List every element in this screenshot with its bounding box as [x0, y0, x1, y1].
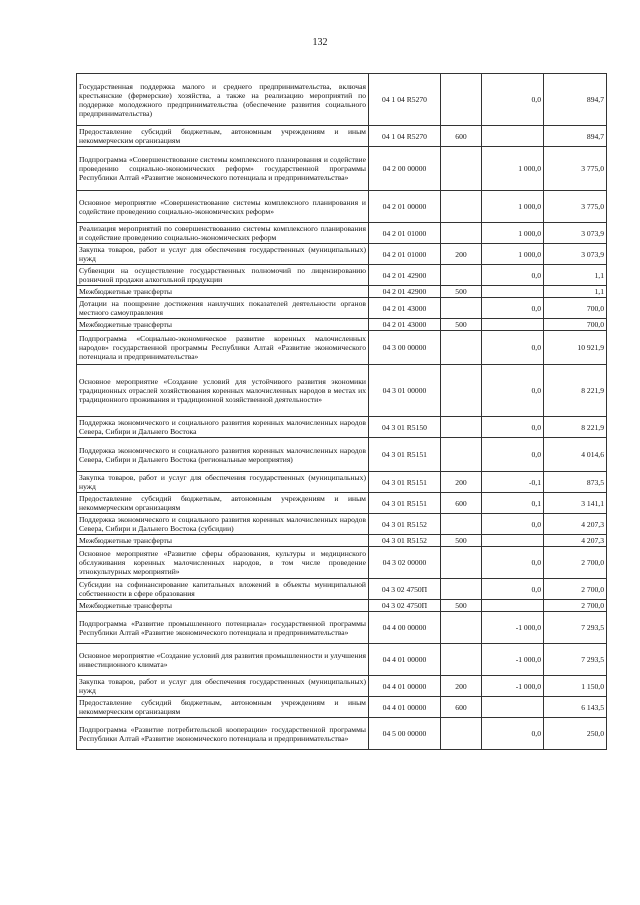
- row-code: 04 2 01 42900: [369, 286, 441, 298]
- row-total: 700,0: [544, 319, 607, 331]
- row-change: 0,0: [482, 417, 544, 438]
- row-name: Субсидии на софинансирование капитальных вложений в объекты муниципальной собственности в сфере образования: [77, 579, 369, 600]
- row-name: Субвенции на осуществление государственных полномочий по лицензированию розничной продажи алкогольной продукции: [77, 265, 369, 286]
- row-type: 500: [441, 535, 482, 547]
- row-type: 500: [441, 286, 482, 298]
- row-change: -1 000,0: [482, 644, 544, 676]
- table-row: [77, 600, 607, 612]
- row-total: 250,0: [544, 718, 607, 750]
- row-type: [441, 223, 482, 244]
- row-total: 8 221,9: [544, 365, 607, 417]
- row-name: Дотации на поощрение достижения наилучших показателей деятельности органов местного самоуправления: [77, 298, 369, 319]
- table-row: [77, 223, 607, 244]
- row-total: 3 073,9: [544, 223, 607, 244]
- row-name: Государственная поддержка малого и среднего предпринимательства, включая крестьянские (фермерские) хозяйства, а также на реализацию мероприятий по поддержке молодежного предпринимательства (обеспечение развития социального предпринимательства): [77, 74, 369, 126]
- table-row: [77, 718, 607, 750]
- table-row: [77, 319, 607, 331]
- row-type: [441, 265, 482, 286]
- table-row: [77, 244, 607, 265]
- row-name: Основное мероприятие «Создание условий для развития промышленности и улучшения инвестиционного климата»: [77, 644, 369, 676]
- row-name: Предоставление субсидий бюджетным, автономным учреждениям и иным некоммерческим организациям: [77, 493, 369, 514]
- row-code: 04 2 01 43000: [369, 298, 441, 319]
- row-total: 6 143,5: [544, 697, 607, 718]
- row-total: 1,1: [544, 265, 607, 286]
- row-code: 04 4 00 00000: [369, 612, 441, 644]
- row-name: Основное мероприятие «Развитие сферы образования, культуры и медицинского обслуживания коренных малочисленных народов, в том числе проведение этнокультурных мероприятий»: [77, 547, 369, 579]
- row-change: 1 000,0: [482, 147, 544, 191]
- row-total: 4 207,3: [544, 514, 607, 535]
- row-type: 200: [441, 244, 482, 265]
- row-name: Реализация мероприятий по совершенствованию системы комплексного планирования и содействие проведению социально-экономических реформ: [77, 223, 369, 244]
- table-row: [77, 298, 607, 319]
- row-code: 04 3 01 R5151: [369, 472, 441, 493]
- row-change: 1 000,0: [482, 223, 544, 244]
- row-total: 894,7: [544, 126, 607, 147]
- row-total: 7 293,5: [544, 644, 607, 676]
- row-total: 873,5: [544, 472, 607, 493]
- row-change: 0,0: [482, 514, 544, 535]
- row-type: 500: [441, 600, 482, 612]
- row-code: 04 2 01 01000: [369, 244, 441, 265]
- row-total: 1,1: [544, 286, 607, 298]
- row-type: [441, 612, 482, 644]
- row-type: [441, 514, 482, 535]
- row-type: 600: [441, 493, 482, 514]
- row-total: 1 150,0: [544, 676, 607, 697]
- row-code: 04 2 01 42900: [369, 265, 441, 286]
- row-type: [441, 438, 482, 472]
- row-total: 2 700,0: [544, 579, 607, 600]
- row-change: 0,0: [482, 265, 544, 286]
- budget-table-body: [77, 74, 607, 750]
- row-total: 3 775,0: [544, 147, 607, 191]
- row-change: 1 000,0: [482, 244, 544, 265]
- table-row: [77, 535, 607, 547]
- row-type: 600: [441, 126, 482, 147]
- row-code: 04 3 00 00000: [369, 331, 441, 365]
- table-row: [77, 547, 607, 579]
- row-type: 200: [441, 676, 482, 697]
- row-total: 4 014,6: [544, 438, 607, 472]
- row-change: 1 000,0: [482, 191, 544, 223]
- row-name: Основное мероприятие «Создание условий для устойчивого развития экономики традиционных отраслей хозяйствования коренных малочисленных народов в местах их традиционного проживания и традиционной хозяйственной деятельности»: [77, 365, 369, 417]
- row-total: 2 700,0: [544, 600, 607, 612]
- table-row: [77, 676, 607, 697]
- row-code: 04 2 01 01000: [369, 223, 441, 244]
- row-change: [482, 600, 544, 612]
- row-change: 0,0: [482, 579, 544, 600]
- row-type: 500: [441, 319, 482, 331]
- row-type: [441, 331, 482, 365]
- row-change: [482, 319, 544, 331]
- row-code: 04 4 01 00000: [369, 697, 441, 718]
- row-type: [441, 365, 482, 417]
- row-change: 0,1: [482, 493, 544, 514]
- row-code: 04 4 01 00000: [369, 676, 441, 697]
- row-type: [441, 417, 482, 438]
- row-name: Поддержка экономического и социального развития коренных малочисленных народов Севера, Сибири и Дальнего Востока (региональные мероприятия): [77, 438, 369, 472]
- row-code: 04 1 04 R5270: [369, 126, 441, 147]
- row-type: [441, 547, 482, 579]
- row-total: 3 775,0: [544, 191, 607, 223]
- row-name: Подпрограмма «Развитие потребительской кооперации» государственной программы Республики Алтай «Развитие экономического потенциала и предпринимательства»: [77, 718, 369, 750]
- row-type: [441, 74, 482, 126]
- row-code: 04 4 01 00000: [369, 644, 441, 676]
- row-total: 7 293,5: [544, 612, 607, 644]
- table-row: [77, 644, 607, 676]
- table-row: [77, 286, 607, 298]
- row-name: Предоставление субсидий бюджетным, автономным учреждениям и иным некоммерческим организациям: [77, 126, 369, 147]
- row-name: Закупка товаров, работ и услуг для обеспечения государственных (муниципальных) нужд: [77, 676, 369, 697]
- table-row: [77, 472, 607, 493]
- row-code: 04 3 01 R5151: [369, 438, 441, 472]
- table-row: [77, 612, 607, 644]
- row-change: 0,0: [482, 547, 544, 579]
- row-code: 04 3 01 R5152: [369, 514, 441, 535]
- row-total: 3 141,1: [544, 493, 607, 514]
- table-row: [77, 365, 607, 417]
- page-number: 132: [312, 37, 328, 48]
- table-row: [77, 417, 607, 438]
- row-type: [441, 579, 482, 600]
- table-row: [77, 579, 607, 600]
- row-total: 10 921,9: [544, 331, 607, 365]
- table-row: [77, 514, 607, 535]
- row-code: 04 3 01 R5152: [369, 535, 441, 547]
- row-code: 04 3 01 R5151: [369, 493, 441, 514]
- row-type: 200: [441, 472, 482, 493]
- row-change: -1 000,0: [482, 676, 544, 697]
- row-name: Подпрограмма «Социально-экономическое развитие коренных малочисленных народов» государственной программы Республики Алтай «Развитие экономического потенциала и предпринимательства»: [77, 331, 369, 365]
- row-name: Подпрограмма «Совершенствование системы комплексного планирования и содействие проведению социально-экономических реформ» государственной программы Республики Алтай «Развитие экономического потенциала и предпринимательства»: [77, 147, 369, 191]
- row-change: 0,0: [482, 718, 544, 750]
- row-total: 3 073,9: [544, 244, 607, 265]
- row-name: Подпрограмма «Развитие промышленного потенциала» государственной программы Республики Алтай «Развитие экономического потенциала и предпринимательства»: [77, 612, 369, 644]
- row-name: Межбюджетные трансферты: [77, 600, 369, 612]
- row-type: [441, 644, 482, 676]
- row-name: Межбюджетные трансферты: [77, 535, 369, 547]
- row-code: 04 2 00 00000: [369, 147, 441, 191]
- row-change: 0,0: [482, 331, 544, 365]
- row-total: 4 207,3: [544, 535, 607, 547]
- row-change: 0,0: [482, 74, 544, 126]
- table-row: [77, 74, 607, 126]
- budget-table: [76, 73, 607, 750]
- row-name: Предоставление субсидий бюджетным, автономным учреждениям и иным некоммерческим организациям: [77, 697, 369, 718]
- row-code: 04 3 02 4750П: [369, 579, 441, 600]
- row-code: 04 1 04 R5270: [369, 74, 441, 126]
- row-type: [441, 147, 482, 191]
- row-change: [482, 535, 544, 547]
- row-change: -0,1: [482, 472, 544, 493]
- row-name: Основное мероприятие «Совершенствование системы комплексного планирования и содействие проведению социально-экономических реформ»: [77, 191, 369, 223]
- row-change: 0,0: [482, 438, 544, 472]
- table-row: [77, 147, 607, 191]
- row-total: 894,7: [544, 74, 607, 126]
- table-row: [77, 697, 607, 718]
- row-total: 8 221,9: [544, 417, 607, 438]
- row-name: Закупка товаров, работ и услуг для обеспечения государственных (муниципальных) нужд: [77, 472, 369, 493]
- row-code: 04 2 01 00000: [369, 191, 441, 223]
- row-name: Межбюджетные трансферты: [77, 319, 369, 331]
- row-name: Поддержка экономического и социального развития коренных малочисленных народов Севера, Сибири и Дальнего Востока: [77, 417, 369, 438]
- row-change: [482, 126, 544, 147]
- row-change: 0,0: [482, 298, 544, 319]
- row-type: [441, 298, 482, 319]
- row-code: 04 2 01 43000: [369, 319, 441, 331]
- row-name: Поддержка экономического и социального развития коренных малочисленных народов Севера, Сибири и Дальнего Востока (субсидии): [77, 514, 369, 535]
- table-row: [77, 191, 607, 223]
- row-type: 600: [441, 697, 482, 718]
- row-change: 0,0: [482, 365, 544, 417]
- row-name: Закупка товаров, работ и услуг для обеспечения государственных (муниципальных) нужд: [77, 244, 369, 265]
- row-type: [441, 718, 482, 750]
- table-row: [77, 493, 607, 514]
- row-code: 04 3 02 4750П: [369, 600, 441, 612]
- row-code: 04 5 00 00000: [369, 718, 441, 750]
- row-name: Межбюджетные трансферты: [77, 286, 369, 298]
- table-row: [77, 438, 607, 472]
- row-total: 2 700,0: [544, 547, 607, 579]
- row-total: 700,0: [544, 298, 607, 319]
- row-type: [441, 191, 482, 223]
- row-code: 04 3 01 00000: [369, 365, 441, 417]
- row-change: [482, 697, 544, 718]
- table-row: [77, 331, 607, 365]
- row-code: 04 3 01 R5150: [369, 417, 441, 438]
- table-row: [77, 126, 607, 147]
- table-row: [77, 265, 607, 286]
- row-change: [482, 286, 544, 298]
- row-code: 04 3 02 00000: [369, 547, 441, 579]
- row-change: -1 000,0: [482, 612, 544, 644]
